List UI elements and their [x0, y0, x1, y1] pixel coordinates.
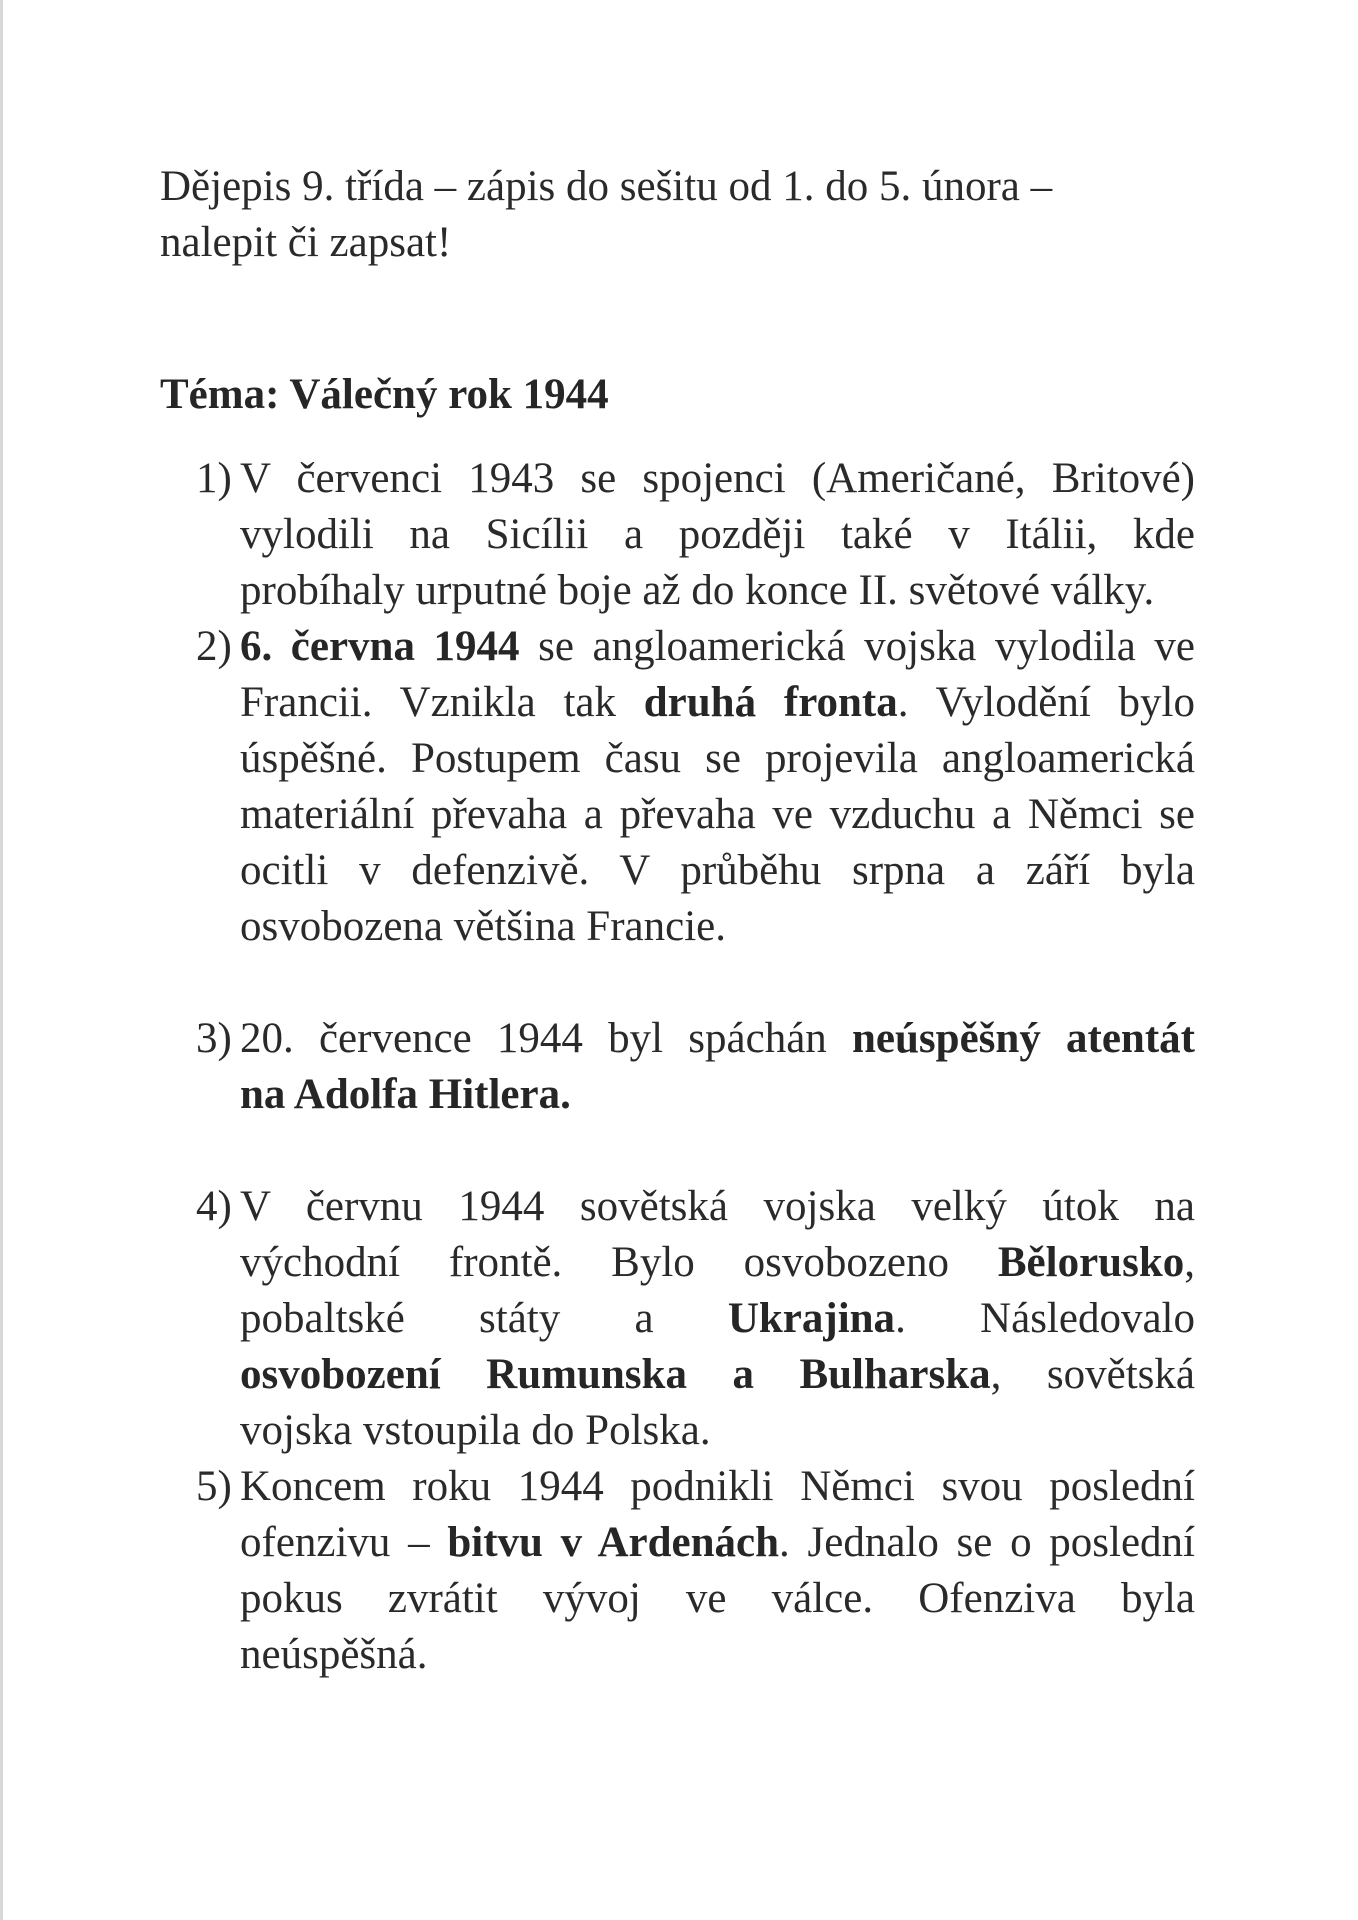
text: V červenci 1943 se spojenci (Američané, Britové) — [240, 455, 1195, 502]
item-number: 5) — [196, 1463, 232, 1510]
item-line — [240, 620, 1195, 674]
item-line — [240, 1516, 1195, 1570]
text: úspěšné. Postupem času se projevila angloamerická — [240, 735, 1195, 782]
header-line-2: nalepit či zapsat! — [160, 219, 452, 266]
item-line — [240, 1404, 711, 1458]
bold-text: bitvu v Ardenách — [447, 1519, 780, 1566]
topic-heading: Téma: Válečný rok 1944 — [160, 371, 609, 418]
text: se angloamerická vojska vylodila ve — [519, 623, 1196, 670]
text: , — [1184, 1239, 1195, 1286]
item-line — [240, 1292, 1195, 1346]
text: východní frontě. Bylo osvobozeno — [240, 1239, 998, 1286]
text: vylodili na Sicílii a později také v Itálii, kde — [240, 511, 1195, 558]
item-line — [240, 676, 1195, 730]
item-line — [240, 508, 1195, 562]
text: , sovětská — [990, 1351, 1195, 1398]
item-number: 2) — [196, 623, 232, 670]
text: ocitli v defenzivě. V průběhu srpna a září byla — [240, 847, 1195, 894]
item-line — [240, 1628, 427, 1682]
bold-text: druhá fronta — [643, 679, 898, 726]
item-number: 4) — [196, 1183, 232, 1230]
bold-text: Bělorusko — [997, 1239, 1185, 1286]
text: . Jednalo se o poslední — [779, 1519, 1196, 1566]
text: . Následovalo — [895, 1295, 1195, 1342]
text: osvobozena většina Francie. — [240, 903, 726, 950]
text: . Vylodění bylo — [897, 679, 1195, 726]
item-line — [240, 788, 1195, 842]
text: Koncem roku 1944 podnikli Němci svou poslední — [240, 1463, 1195, 1510]
item-number: 1) — [196, 455, 232, 502]
item-line — [240, 1012, 1195, 1066]
text: pobaltské státy a — [240, 1295, 728, 1342]
item-line — [240, 1236, 1195, 1290]
item-line — [240, 1348, 1195, 1402]
text: V červnu 1944 sovětská vojska velký útok na — [240, 1183, 1195, 1230]
item-line — [240, 564, 1154, 618]
item-line — [240, 452, 1195, 506]
bold-text: na Adolfa Hitlera. — [240, 1071, 571, 1118]
text: materiální převaha a převaha ve vzduchu a Němci se — [240, 791, 1195, 838]
item-line — [240, 900, 726, 954]
item-line — [240, 732, 1195, 786]
bold-text: neúspěšný atentát — [852, 1015, 1195, 1062]
text: 20. července 1944 byl spáchán — [240, 1015, 853, 1062]
item-number: 3) — [196, 1015, 232, 1062]
text: probíhaly urputné boje až do konce II. světové války. — [240, 567, 1155, 614]
item-line — [240, 844, 1195, 898]
text: ofenzivu – — [240, 1519, 448, 1566]
text: vojska vstoupila do Polska. — [240, 1407, 711, 1454]
header-line-1: Dějepis 9. třída – zápis do sešitu od 1. do 5. února – — [160, 163, 1053, 210]
item-line — [240, 1068, 571, 1122]
text: neúspěšná. — [240, 1631, 428, 1678]
text: Francii. Vznikla tak — [240, 679, 644, 726]
item-line — [240, 1572, 1195, 1626]
bold-text: Ukrajina — [727, 1295, 896, 1342]
text: pokus zvrátit vývoj ve válce. Ofenziva byla — [240, 1575, 1195, 1622]
item-line — [240, 1460, 1195, 1514]
scan-edge — [0, 0, 3, 1920]
bold-text: 6. června 1944 — [240, 623, 520, 670]
item-line — [240, 1180, 1195, 1234]
bold-text: osvobození Rumunska a Bulharska — [240, 1351, 991, 1398]
